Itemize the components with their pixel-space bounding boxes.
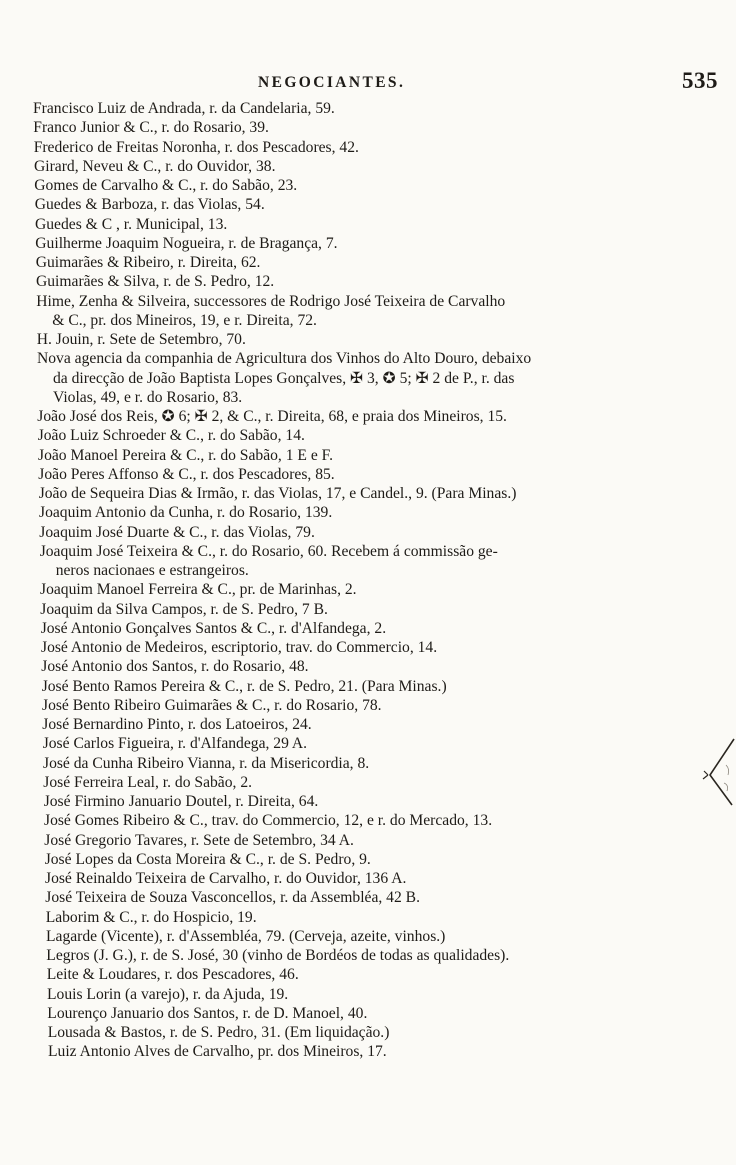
entry-text: José Bento Ramos Pereira & C., r. de S. Pedro, 21. (Para Minas.) — [41, 677, 447, 695]
entry-text: Francisco Luiz de Andrada, r. da Candelaria, 59. — [33, 100, 335, 117]
entry-text: José Antonio Gonçalves Santos & C., r. d'Alfandega, 2. — [40, 619, 387, 637]
entry-text: Frederico de Freitas Noronha, r. dos Pescadores, 42. — [33, 138, 359, 156]
entry-text: Joaquim José Teixeira & C., r. do Rosario, 60. Recebem á commissão ge- — [39, 542, 498, 560]
entry-text: Lousada & Bastos, r. de S. Pedro, 31. (Em liquidação.) — [47, 1024, 390, 1041]
entry-text: Louis Lorin (a varejo), r. da Ajuda, 19. — [47, 985, 289, 1003]
page-header — [0, 68, 736, 98]
entry-text: José Antonio dos Santos, r. do Rosario, 48. — [41, 658, 309, 676]
entry-text: José Teixeira de Souza Vasconcellos, r. da Assembléa, 42 B. — [45, 889, 420, 907]
merchant-entry — [0, 253, 736, 272]
entry-text: José da Cunha Ribeiro Vianna, r. da Misericordia, 8. — [43, 754, 370, 772]
merchant-entry — [0, 446, 736, 465]
margin-mark-icon — [700, 735, 736, 835]
merchant-entry — [0, 542, 736, 581]
merchant-entry — [0, 1004, 736, 1023]
merchant-entry — [0, 407, 736, 426]
merchant-entry — [0, 850, 736, 869]
entry-text: José Gomes Ribeiro & C., trav. do Commercio, 12, e r. do Mercado, 13. — [44, 812, 493, 830]
entry-text: José Firmino Januario Doutel, r. Direita, 64. — [43, 793, 319, 810]
merchant-entry — [0, 1042, 736, 1061]
merchant-entry — [0, 426, 736, 445]
entry-text: José Gregorio Tavares, r. Sete de Setembro, 34 A. — [44, 831, 354, 849]
entry-text: José Carlos Figueira, r. d'Alfandega, 29 A. — [42, 735, 308, 753]
entry-text: Girard, Neveu & C., r. do Ouvidor, 38. — [34, 157, 276, 175]
merchant-entry — [0, 811, 736, 830]
entry-text: Joaquim Manoel Ferreira & C., pr. de Marinhas, 2. — [40, 581, 357, 599]
page-number: 535 — [682, 68, 718, 93]
page-title: NEGOCIANTES. — [258, 74, 406, 91]
entry-text: Joaquim José Duarte & C., r. das Violas, 79. — [39, 523, 315, 541]
entry-text: Laborim & C., r. do Hospicio, 19. — [45, 908, 257, 926]
merchant-entry — [0, 734, 736, 753]
merchant-entry — [0, 176, 736, 195]
merchant-entry — [0, 696, 736, 715]
merchant-entry — [0, 580, 736, 599]
merchant-entry — [0, 195, 736, 214]
merchant-entry — [0, 792, 736, 811]
entry-text: João Luiz Schroeder & C., r. do Sabão, 14. — [37, 427, 305, 445]
merchant-entry — [0, 927, 736, 946]
entry-text: João de Sequeira Dias & Irmão, r. das Violas, 17, e Candel., 9. (Para Minas.) — [38, 485, 517, 502]
merchant-entry — [0, 349, 736, 407]
entry-text: H. Jouin, r. Sete de Setembro, 70. — [36, 331, 246, 348]
entry-text: Franco Junior & C., r. do Rosario, 39. — [33, 119, 269, 137]
entry-text: João Peres Affonso & C., r. dos Pescadores, 85. — [38, 465, 335, 483]
entry-text: Leite & Loudares, r. dos Pescadores, 46. — [46, 966, 299, 984]
merchant-entry — [0, 888, 736, 907]
entry-text: Gomes de Carvalho & C., r. do Sabão, 23. — [34, 177, 298, 194]
merchant-entry — [0, 99, 736, 118]
merchant-entry — [0, 503, 736, 522]
merchant-entry — [0, 908, 736, 927]
entry-text: Guimarães & Ribeiro, r. Direita, 62. — [35, 254, 261, 271]
merchant-entry — [0, 484, 736, 503]
merchant-entry — [0, 523, 736, 542]
entry-text: Legros (J. G.), r. de S. José, 30 (vinho de Bordéos de todas as qualidades). — [46, 947, 510, 964]
merchant-entry — [0, 869, 736, 888]
merchant-entry — [0, 600, 736, 619]
entry-text: Guilherme Joaquim Nogueira, r. de Bragança, 7. — [35, 234, 338, 252]
entry-text: Luiz Antonio Alves de Carvalho, pr. dos Mineiros, 17. — [48, 1043, 387, 1061]
entry-text: José Ferreira Leal, r. do Sabão, 2. — [43, 773, 253, 791]
merchant-entry — [0, 946, 736, 965]
entry-text: José Bernardino Pinto, r. dos Latoeiros, 24. — [42, 716, 312, 733]
merchant-entry — [0, 619, 736, 638]
entry-text: José Lopes da Costa Moreira & C., r. de S. Pedro, 9. — [44, 850, 371, 868]
merchant-entry — [0, 157, 736, 176]
entry-text: José Antonio de Medeiros, escriptorio, trav. do Commercio, 14. — [41, 639, 438, 656]
merchant-entry — [0, 773, 736, 792]
merchant-entry — [0, 272, 736, 291]
entry-text: Hime, Zenha & Silveira, successores de Rodrigo José Teixeira de Carvalho — [36, 292, 506, 310]
entry-text: José Reinaldo Teixeira de Carvalho, r. do Ouvidor, 136 A. — [45, 870, 407, 887]
merchant-entry — [0, 638, 736, 657]
merchant-entry — [0, 657, 736, 676]
entry-continuation: Violas, 49, e r. do Rosario, 83. — [53, 388, 243, 406]
merchant-entry — [0, 831, 736, 850]
entry-text: Guedes & C , r. Municipal, 13. — [35, 215, 228, 233]
entry-continuation: da direcção de João Baptista Lopes Gonçalves, ✠ 3, ✪ 5; ✠ 2 de P., r. das — [53, 369, 515, 387]
entry-continuation: & C., pr. dos Mineiros, 19, e r. Direita, 72. — [52, 311, 317, 329]
entry-text: Lagarde (Vicente), r. d'Assembléa, 79. (Cerveja, azeite, vinhos.) — [46, 927, 446, 945]
merchant-entry — [0, 677, 736, 696]
entry-text: Guimarães & Silva, r. de S. Pedro, 12. — [36, 273, 275, 291]
merchant-entry — [0, 234, 736, 253]
merchant-entry — [0, 715, 736, 734]
entry-text: Guedes & Barboza, r. das Violas, 54. — [34, 196, 265, 214]
entry-text: João José dos Reis, ✪ 6; ✠ 2, & C., r. Direita, 68, e praia dos Mineiros, 15. — [37, 408, 507, 425]
merchant-entry — [0, 118, 736, 137]
entry-continuation: neros nacionaes e estrangeiros. — [55, 562, 249, 579]
merchant-list — [0, 99, 736, 1062]
merchant-entry — [0, 138, 736, 157]
merchant-entry — [0, 465, 736, 484]
entry-text: Joaquim da Silva Campos, r. de S. Pedro, 7 B. — [40, 600, 328, 618]
entry-text: Lourenço Januario dos Santos, r. de D. Manoel, 40. — [47, 1004, 368, 1022]
entry-text: João Manoel Pereira & C., r. do Sabão, 1 E e F. — [38, 446, 333, 464]
merchant-entry — [0, 215, 736, 234]
merchant-entry — [0, 985, 736, 1004]
merchant-entry — [0, 754, 736, 773]
merchant-entry — [0, 965, 736, 984]
entry-text: Joaquim Antonio da Cunha, r. do Rosario, 139. — [39, 504, 333, 522]
entry-text: José Bento Ribeiro Guimarães & C., r. do Rosario, 78. — [42, 696, 382, 714]
merchant-entry — [0, 330, 736, 349]
merchant-entry — [0, 1023, 736, 1042]
merchant-entry — [0, 292, 736, 331]
entry-text: Nova agencia da companhia de Agricultura dos Vinhos do Alto Douro, debaixo — [37, 350, 532, 368]
